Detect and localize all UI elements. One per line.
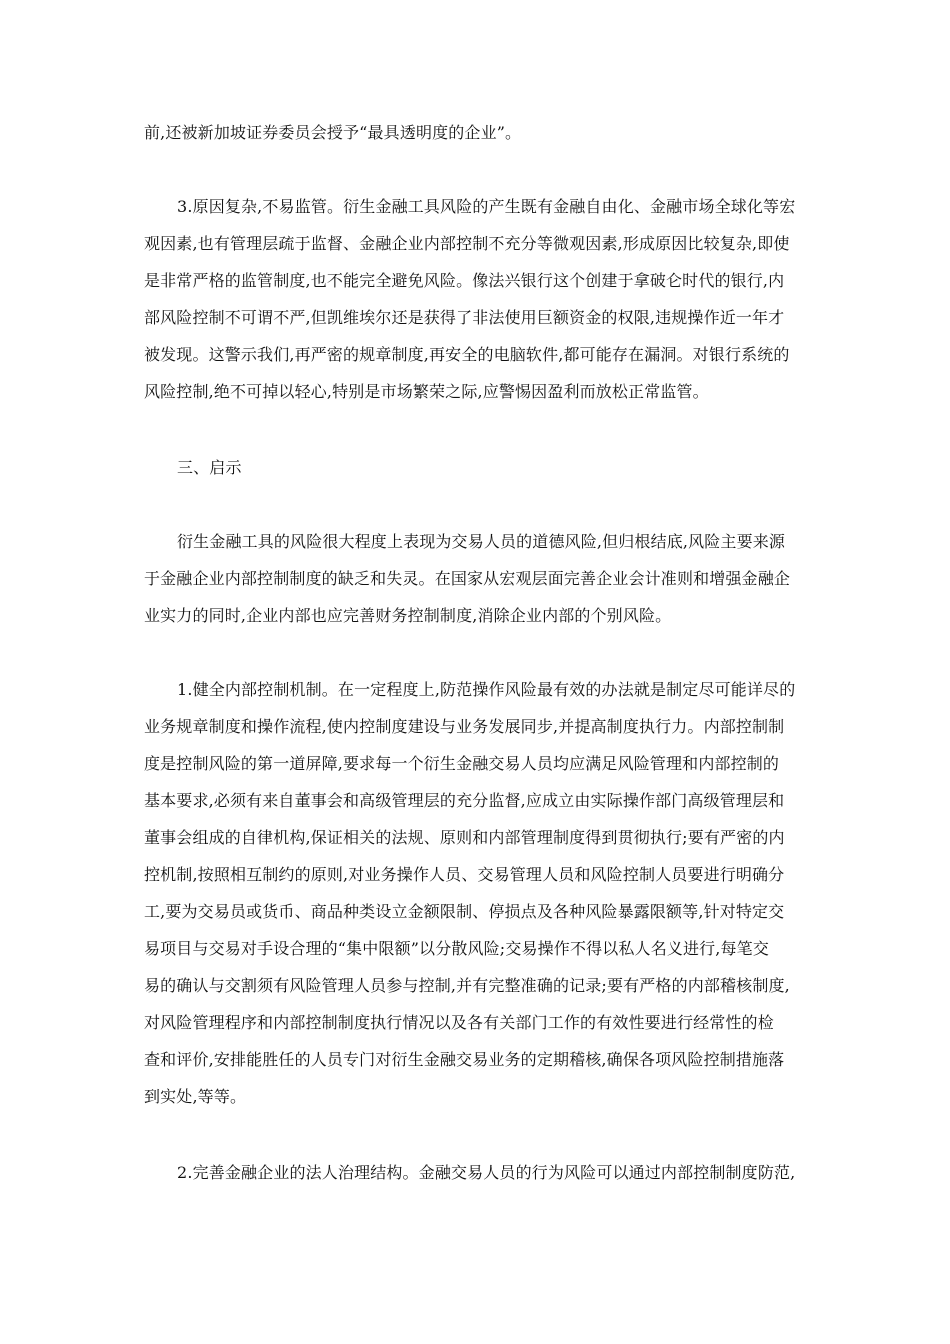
text-line: 观因素,也有管理层疏于监督、金融企业内部控制不充分等微观因素,形成原因比较复杂,即使 bbox=[144, 234, 790, 253]
text-line: 1.健全内部控制机制。在一定程度上,防范操作风险最有效的办法就是制定尽可能详尽的 bbox=[177, 680, 796, 699]
text-line: 基本要求,必须有来自董事会和高级管理层的充分监督,应成立由实际操作部门高级管理层和 bbox=[144, 791, 785, 810]
text-line: 衍生金融工具的风险很大程度上表现为交易人员的道德风险,但归根结底,风险主要来源 bbox=[177, 532, 786, 551]
text-line: 易的确认与交割须有风险管理人员参与控制,并有完整准确的记录;要有严格的内部稽核制度, bbox=[144, 976, 790, 995]
text-line: 董事会组成的自律机构,保证相关的法规、原则和内部管理制度得到贯彻执行;要有严密的内 bbox=[144, 828, 785, 847]
text-line: 被发现。这警示我们,再严密的规章制度,再安全的电脑软件,都可能存在漏洞。对银行系统的 bbox=[144, 345, 790, 364]
text-line: 度是控制风险的第一道屏障,要求每一个衍生金融交易人员均应满足风险管理和内部控制的 bbox=[144, 754, 780, 773]
text-line: 是非常严格的监管制度,也不能完全避免风险。像法兴银行这个创建于拿破仑时代的银行,内 bbox=[144, 271, 785, 290]
paragraph-continuation bbox=[144, 114, 814, 151]
paragraph-enlightenment bbox=[144, 523, 814, 634]
paragraph-point-2 bbox=[144, 1154, 814, 1191]
text-line: 业实力的同时,企业内部也应完善财务控制制度,消除企业内部的个别风险。 bbox=[144, 606, 672, 625]
text-line: 易项目与交易对手设合理的“集中限额”以分散风险;交易操作不得以私人名义进行,每笔交 bbox=[144, 939, 769, 958]
paragraph-point-1 bbox=[144, 671, 814, 1115]
text-line: 部风险控制不可谓不严,但凯维埃尔还是获得了非法使用巨额资金的权限,违规操作近一年才 bbox=[144, 308, 785, 327]
text-line: 工,要为交易员或货币、商品种类设立金额限制、停损点及各种风险暴露限额等,针对特定交 bbox=[144, 902, 785, 921]
text-line: 对风险管理程序和内部控制制度执行情况以及各有关部门工作的有效性要进行经常性的检 bbox=[144, 1013, 774, 1032]
text-line: 3.原因复杂,不易监管。衍生金融工具风险的产生既有金融自由化、金融市场全球化等宏 bbox=[177, 197, 796, 216]
text-line: 查和评价,安排能胜任的人员专门对衍生金融交易业务的定期稽核,确保各项风险控制措施落 bbox=[144, 1050, 785, 1069]
paragraph-point-3 bbox=[144, 188, 814, 410]
text-line: 2.完善金融企业的法人治理结构。金融交易人员的行为风险可以通过内部控制制度防范, bbox=[177, 1163, 796, 1182]
text-line: 控机制,按照相互制约的原则,对业务操作人员、交易管理人员和风险控制人员要进行明确分 bbox=[144, 865, 785, 884]
text-line: 风险控制,绝不可掉以轻心,特别是市场繁荣之际,应警惕因盈利而放松正常监管。 bbox=[144, 382, 709, 401]
text-line: 到实处,等等。 bbox=[144, 1087, 247, 1106]
text-line: 前,还被新加坡证券委员会授予“最具透明度的企业”。 bbox=[144, 123, 522, 142]
section-title: 三、启示 bbox=[177, 458, 242, 477]
section-heading bbox=[144, 449, 814, 486]
text-line: 业务规章制度和操作流程,使内控制度建设与业务发展同步,并提高制度执行力。内部控制制 bbox=[144, 717, 785, 736]
text-line: 于金融企业内部控制制度的缺乏和失灵。在国家从宏观层面完善企业会计准则和增强金融企 bbox=[144, 569, 791, 588]
